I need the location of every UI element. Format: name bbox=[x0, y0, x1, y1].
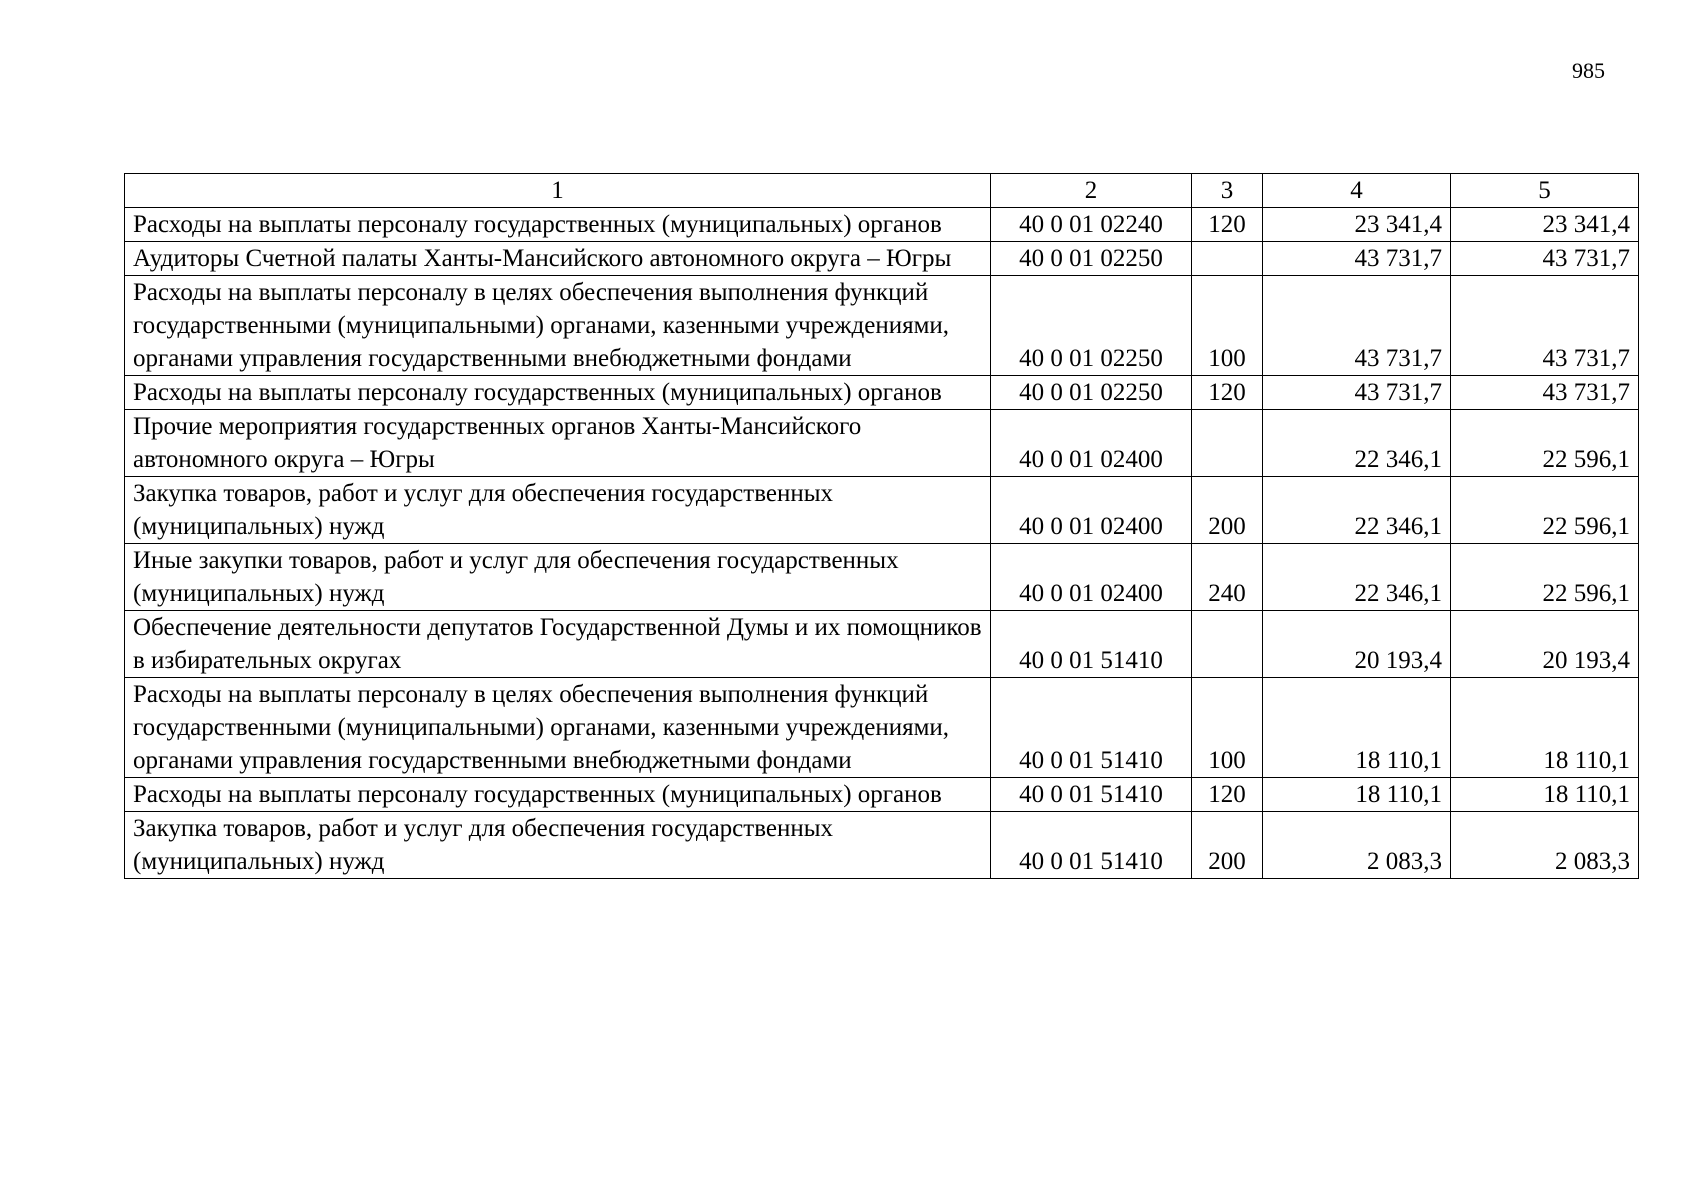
row-kind: 240 bbox=[1192, 544, 1263, 611]
row-value-5: 43 731,7 bbox=[1451, 242, 1639, 276]
row-kind: 100 bbox=[1192, 276, 1263, 376]
row-name: Расходы на выплаты персоналу государственных (муниципальных) органов bbox=[125, 376, 991, 410]
row-kind: 120 bbox=[1192, 376, 1263, 410]
page-number: 985 bbox=[1572, 58, 1605, 83]
row-code: 40 0 01 02250 bbox=[991, 276, 1192, 376]
table-row bbox=[125, 477, 1639, 544]
row-code: 40 0 01 51410 bbox=[991, 778, 1192, 812]
row-value-4: 20 193,4 bbox=[1263, 611, 1451, 678]
row-value-4: 22 346,1 bbox=[1263, 544, 1451, 611]
row-value-5: 22 596,1 bbox=[1451, 477, 1639, 544]
row-value-5: 20 193,4 bbox=[1451, 611, 1639, 678]
row-name: Иные закупки товаров, работ и услуг для обеспечения государственных (муниципальных) нужд bbox=[125, 544, 991, 611]
row-value-4: 22 346,1 bbox=[1263, 477, 1451, 544]
row-kind: 200 bbox=[1192, 812, 1263, 879]
table-row bbox=[125, 410, 1639, 477]
header-col-3: 3 bbox=[1192, 174, 1263, 208]
table-row bbox=[125, 611, 1639, 678]
row-value-5: 43 731,7 bbox=[1451, 276, 1639, 376]
row-code: 40 0 01 02240 bbox=[991, 208, 1192, 242]
header-row bbox=[125, 174, 1639, 208]
row-name: Расходы на выплаты персоналу государственных (муниципальных) органов bbox=[125, 778, 991, 812]
table-row bbox=[125, 812, 1639, 879]
row-name: Расходы на выплаты персоналу в целях обеспечения выполнения функций государственными (муниципальными) органами, казенными учреждениями, органами управления государственными внебюджетными фондами bbox=[125, 276, 991, 376]
row-value-5: 18 110,1 bbox=[1451, 678, 1639, 778]
row-code: 40 0 01 02400 bbox=[991, 477, 1192, 544]
row-value-5: 43 731,7 bbox=[1451, 376, 1639, 410]
row-code: 40 0 01 51410 bbox=[991, 611, 1192, 678]
row-name: Расходы на выплаты персоналу в целях обеспечения выполнения функций государственными (муниципальными) органами, казенными учреждениями, органами управления государственными внебюджетными фондами bbox=[125, 678, 991, 778]
row-code: 40 0 01 02400 bbox=[991, 544, 1192, 611]
table-row bbox=[125, 376, 1639, 410]
row-kind: 200 bbox=[1192, 477, 1263, 544]
row-value-5: 22 596,1 bbox=[1451, 410, 1639, 477]
table-row bbox=[125, 276, 1639, 376]
row-name: Обеспечение деятельности депутатов Государственной Думы и их помощников в избирательных округах bbox=[125, 611, 991, 678]
row-code: 40 0 01 02250 bbox=[991, 242, 1192, 276]
row-value-5: 2 083,3 bbox=[1451, 812, 1639, 879]
row-name: Аудиторы Счетной палаты Ханты-Мансийского автономного округа – Югры bbox=[125, 242, 991, 276]
row-value-5: 23 341,4 bbox=[1451, 208, 1639, 242]
header-col-2: 2 bbox=[991, 174, 1192, 208]
header-col-4: 4 bbox=[1263, 174, 1451, 208]
row-value-5: 22 596,1 bbox=[1451, 544, 1639, 611]
row-value-4: 22 346,1 bbox=[1263, 410, 1451, 477]
row-value-4: 43 731,7 bbox=[1263, 242, 1451, 276]
row-value-4: 43 731,7 bbox=[1263, 276, 1451, 376]
table-row bbox=[125, 778, 1639, 812]
row-code: 40 0 01 02250 bbox=[991, 376, 1192, 410]
row-value-4: 43 731,7 bbox=[1263, 376, 1451, 410]
row-value-4: 2 083,3 bbox=[1263, 812, 1451, 879]
row-value-4: 23 341,4 bbox=[1263, 208, 1451, 242]
row-name: Закупка товаров, работ и услуг для обеспечения государственных (муниципальных) нужд bbox=[125, 812, 991, 879]
row-kind bbox=[1192, 611, 1263, 678]
row-kind bbox=[1192, 242, 1263, 276]
row-kind bbox=[1192, 410, 1263, 477]
table-row bbox=[125, 242, 1639, 276]
budget-table bbox=[124, 173, 1639, 879]
header-col-5: 5 bbox=[1451, 174, 1639, 208]
row-kind: 120 bbox=[1192, 208, 1263, 242]
row-code: 40 0 01 51410 bbox=[991, 812, 1192, 879]
row-code: 40 0 01 51410 bbox=[991, 678, 1192, 778]
table-row bbox=[125, 678, 1639, 778]
row-value-5: 18 110,1 bbox=[1451, 778, 1639, 812]
header-col-1: 1 bbox=[125, 174, 991, 208]
row-kind: 120 bbox=[1192, 778, 1263, 812]
row-name: Прочие мероприятия государственных органов Ханты-Мансийского автономного округа – Югры bbox=[125, 410, 991, 477]
row-kind: 100 bbox=[1192, 678, 1263, 778]
row-code: 40 0 01 02400 bbox=[991, 410, 1192, 477]
row-name: Закупка товаров, работ и услуг для обеспечения государственных (муниципальных) нужд bbox=[125, 477, 991, 544]
row-value-4: 18 110,1 bbox=[1263, 678, 1451, 778]
table-row bbox=[125, 544, 1639, 611]
row-value-4: 18 110,1 bbox=[1263, 778, 1451, 812]
row-name: Расходы на выплаты персоналу государственных (муниципальных) органов bbox=[125, 208, 991, 242]
table-row bbox=[125, 208, 1639, 242]
